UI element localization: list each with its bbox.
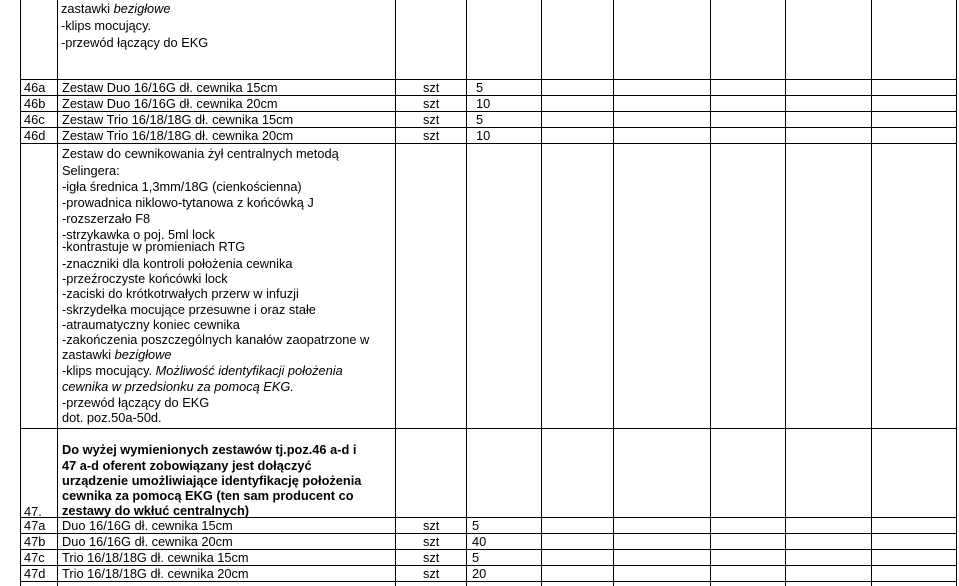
text: zastawki — [62, 347, 115, 362]
desc-line: -przeźroczyste końcówki lock — [62, 271, 228, 286]
row-47c-unit: szt — [423, 550, 440, 565]
cont-line-przewod: -przewód łączący do EKG — [61, 35, 209, 50]
row-46c-no: 46c — [24, 112, 45, 127]
row-47b-name: Duo 16/16G dł. cewnika 20cm — [62, 534, 233, 549]
row-47a-name: Duo 16/16G dł. cewnika 15cm — [62, 518, 233, 533]
col-border — [20, 0, 21, 586]
desc-line: -zaciski do krótkotrwałych przerw w infuzji — [62, 286, 299, 301]
cont-line-zastawki — [61, 1, 171, 16]
desc-line-italic: cewnika w przedsionku za pomocą EKG. — [62, 379, 294, 394]
row-46d-unit: szt — [423, 128, 440, 143]
col-border — [395, 0, 396, 586]
text: -klips mocujący. — [62, 363, 156, 378]
desc-line: -kontrastuje w promieniach RTG — [62, 239, 246, 254]
row-46b-no: 46b — [24, 96, 46, 111]
row-46d-qty: 10 — [476, 128, 491, 143]
item-47-note-line: zestawy do wkłuć centralnych) — [62, 503, 250, 518]
row-47a-qty: 5 — [472, 518, 480, 533]
row-47d-unit: szt — [423, 566, 440, 581]
row-46c-unit: szt — [423, 112, 440, 127]
row-46c-name: Zestaw Trio 16/18/18G dł. cewnika 15cm — [62, 112, 294, 127]
row-border — [20, 143, 957, 144]
text-italic: Możliwość identyfikacji położenia — [155, 363, 343, 378]
row-47c-qty: 5 — [472, 550, 480, 565]
col-border — [710, 0, 711, 586]
item-47-note-line: urządzenie umożliwiające identyfikację położenia — [62, 473, 362, 488]
row-47b-unit: szt — [423, 534, 440, 549]
col-border — [613, 0, 614, 586]
desc-line: -igła średnica 1,3mm/18G (cienkościenna) — [62, 179, 302, 194]
desc-line: -skrzydełka mocujące przesuwne i oraz stałe — [62, 302, 316, 317]
row-46a-no: 46a — [24, 80, 46, 95]
desc-line: -znaczniki dla kontroli położenia cewnika — [62, 256, 293, 271]
row-47a-unit: szt — [423, 518, 440, 533]
row-46d-name: Zestaw Trio 16/18/18G dł. cewnika 20cm — [62, 128, 294, 143]
row-47b-qty: 40 — [472, 534, 487, 549]
row-47d-qty: 20 — [472, 566, 487, 581]
row-46a-unit: szt — [423, 80, 440, 95]
desc-line: -strzykawka o poj. 5ml lock — [62, 227, 215, 242]
desc-line: Selingera: — [62, 163, 120, 178]
item-47-note-line: Do wyżej wymienionych zestawów tj.poz.46 a-d i — [62, 442, 357, 457]
row-border — [20, 581, 957, 582]
row-47b-no: 47b — [24, 534, 46, 549]
row-47d-name: Trio 16/18/18G dł. cewnika 20cm — [62, 566, 249, 581]
col-border — [57, 0, 58, 586]
desc-line: -atraumatyczny koniec cewnika — [62, 317, 240, 332]
item-47-number: 47. — [24, 504, 42, 519]
row-46a-qty: 5 — [476, 80, 484, 95]
cont-line-klips: -klips mocujący. — [61, 18, 152, 33]
text: zastawki — [61, 1, 114, 16]
row-46b-name: Zestaw Duo 16/16G dł. cewnika 20cm — [62, 96, 278, 111]
col-border — [871, 0, 872, 586]
desc-line-dot: dot. poz.50a-50d. — [62, 410, 162, 425]
text-italic: bezigłowe — [113, 1, 171, 16]
row-46d-no: 46d — [24, 128, 46, 143]
item-47-note-line: 47 a-d oferent zobowiązany jest dołączyć — [62, 458, 312, 473]
desc-line-przewod: -przewód łączący do EKG — [62, 395, 210, 410]
desc-line: -zakończenia poszczególnych kanałów zaopatrzone w — [62, 332, 370, 347]
desc-line: -rozszerzało F8 — [62, 211, 151, 226]
col-border — [785, 0, 786, 586]
text-italic: bezigłowe — [114, 347, 172, 362]
row-47a-no: 47a — [24, 518, 46, 533]
row-47d-no: 47d — [24, 566, 46, 581]
col-border — [466, 0, 467, 586]
desc-line-klips — [62, 363, 343, 378]
row-47c-no: 47c — [24, 550, 45, 565]
desc-line-zastawki — [62, 347, 172, 362]
row-46a-name: Zestaw Duo 16/16G dł. cewnika 15cm — [62, 80, 278, 95]
desc-line: Zestaw do cewnikowania żył centralnych metodą — [62, 146, 339, 161]
row-46c-qty: 5 — [476, 112, 484, 127]
col-border — [956, 0, 957, 586]
col-border — [541, 0, 542, 586]
desc-line: -prowadnica niklowo-tytanowa z końcówką J — [62, 195, 314, 210]
row-46b-qty: 10 — [476, 96, 491, 111]
row-47c-name: Trio 16/18/18G dł. cewnika 15cm — [62, 550, 249, 565]
row-46b-unit: szt — [423, 96, 440, 111]
item-47-note-line: cewnika za pomocą EKG (ten sam producent co — [62, 488, 354, 503]
row-border — [20, 428, 957, 429]
